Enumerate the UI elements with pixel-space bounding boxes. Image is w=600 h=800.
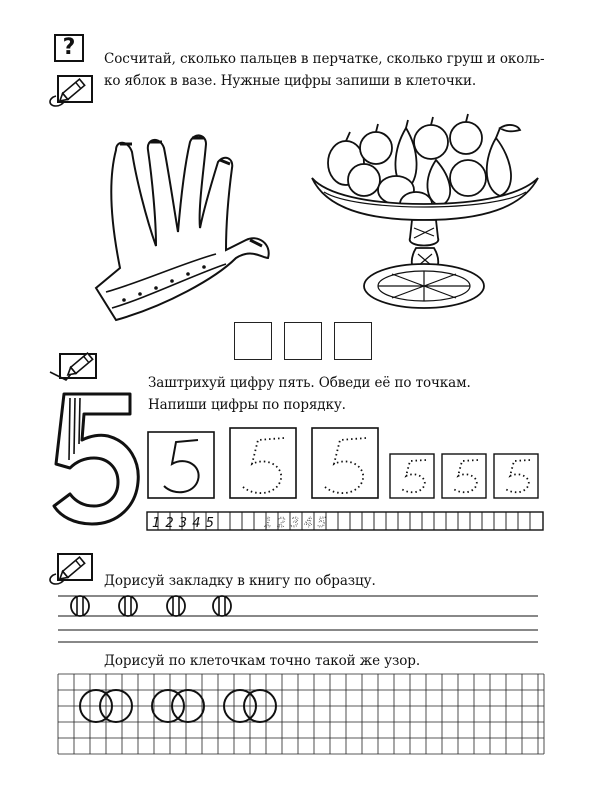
question-mark-icon: ? (54, 34, 84, 62)
answer-box-pears[interactable] (284, 322, 322, 360)
answer-box-fingers[interactable] (234, 322, 272, 360)
bookmark-ruled-lines[interactable] (56, 590, 540, 646)
pencil-writing-icon (46, 74, 94, 110)
pattern-grid[interactable] (56, 672, 546, 758)
task1-instruction-line2: ко яблок в вазе. Нужные цифры запиши в клеточки. (104, 73, 477, 89)
task1-instruction-line1: Сосчитай, сколько пальцев в перчатке, сколько груш и околь- (104, 51, 545, 67)
task3-instruction: Дорисуй закладку в книгу по образцу. (104, 573, 376, 589)
task1-instruction (104, 48, 584, 92)
pencil-writing-icon (46, 552, 94, 588)
task2-instruction-line2: Напиши цифры по порядку. (148, 397, 346, 413)
answer-box-apples[interactable] (334, 322, 372, 360)
task2-instruction-line1: Заштрихуй цифру пять. Обведи её по точкам. (148, 375, 471, 391)
pencil-shading-icon (46, 350, 102, 386)
task2-instruction (148, 372, 568, 416)
number-sequence-strip[interactable] (146, 510, 546, 532)
sequence-sample-text: 1 2 3 4 5 (152, 516, 215, 531)
tracing-row (146, 426, 546, 506)
glove-illustration (76, 128, 276, 328)
task4-instruction: Дорисуй по клеточкам точно такой же узор. (104, 653, 421, 669)
fruit-bowl-illustration (306, 108, 546, 318)
big-digit-five[interactable] (50, 388, 140, 528)
sequence-dotted-text: 1 2 3 4 5 (264, 516, 327, 531)
